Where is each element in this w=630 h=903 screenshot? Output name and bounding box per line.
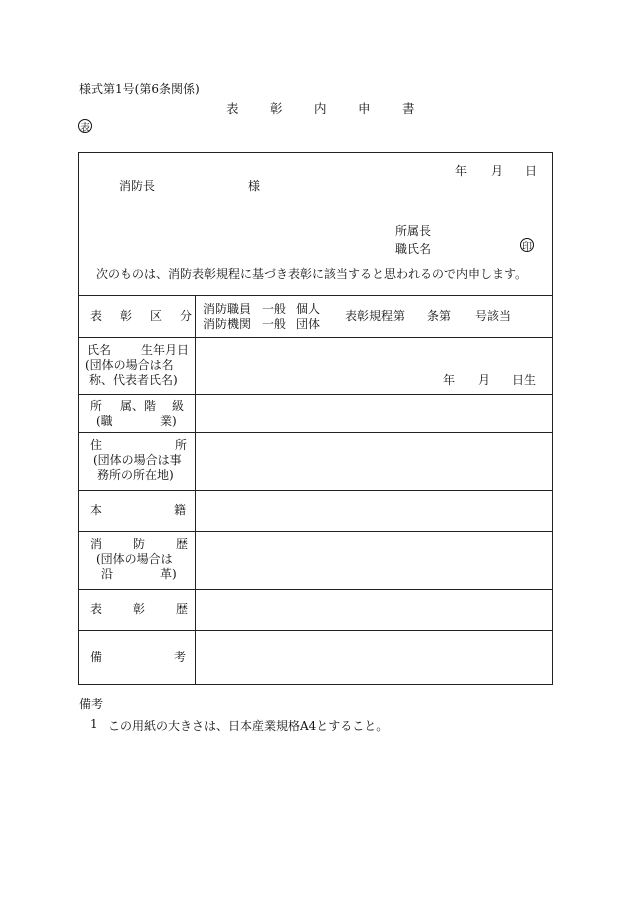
column-divider [195,295,196,685]
row-divider [78,394,553,395]
title-char: 書 [402,101,415,116]
date-year: 年 [455,164,468,178]
name-label: 氏名 [87,343,112,357]
title-char: 内 [314,101,327,116]
fire-history-note: 革) [160,567,177,581]
address-label: 住 [90,438,103,452]
option-individual: 個人 [296,302,321,316]
note-item-number: 1 [90,717,98,731]
birth-month: 月 [478,373,491,387]
domicile-label: 本 [90,503,103,517]
birth-day: 日生 [512,373,537,387]
date-month: 月 [491,164,504,178]
form-id: 様式第1号(第6条関係) [79,82,200,96]
rule-suffix: 号該当 [475,309,512,323]
notes-title: 備考 [79,697,104,711]
fire-history-note: (団体の場合は [96,552,173,566]
rule-prefix: 表彰規程第 [345,309,406,323]
affiliation-label: 属、階 [120,399,157,413]
birth-year: 年 [443,373,456,387]
name-note: (団体の場合は名 [85,358,174,372]
fire-history-label: 消 防 歴 [90,537,188,551]
front-side-mark: 表 [78,119,92,133]
remarks-label: 考 [174,650,187,664]
award-category-label: 表 彰 区 分 [90,309,192,323]
affiliation-label: 所 [90,399,103,413]
title-char: 彰 [270,101,283,116]
option-general-2: 一般 [262,317,287,331]
row-divider [78,337,553,338]
row-divider [78,295,553,296]
birthdate-label: 生年月日 [141,343,190,357]
occupation-label: (職 [96,414,113,428]
domicile-label: 籍 [174,503,187,517]
rule-article: 条第 [427,309,452,323]
address-label: 所 [175,438,188,452]
date-day: 日 [525,164,538,178]
option-organization: 消防機関 [203,317,252,331]
award-history-label: 表 彰 歴 [90,602,188,616]
address-note: 務所の所在地) [97,468,174,482]
option-group: 団体 [296,317,321,331]
name-note: 称、代表者氏名) [89,373,178,387]
remarks-label: 備 [90,650,103,664]
row-divider [78,490,553,491]
seal-mark: 印 [520,238,534,252]
row-divider [78,589,553,590]
affiliation-label: 級 [172,399,185,413]
address-note: (団体の場合は事 [93,453,182,467]
office-head: 所属長 [395,224,432,238]
statement: 次のものは、消防表彰規程に基づき表彰に該当すると思われるので内申します。 [96,267,528,281]
row-divider [78,531,553,532]
option-general-1: 一般 [262,302,287,316]
title-char: 表 [226,101,239,116]
page-title [226,99,415,117]
title-name-field: 職氏名 [395,242,432,256]
option-staff: 消防職員 [203,302,252,316]
occupation-label: 業) [160,414,177,428]
row-divider [78,630,553,631]
addressee: 消防長 [119,179,156,193]
fire-history-note: 沿 [101,567,114,581]
note-item-text: この用紙の大きさは、日本産業規格A4とすること。 [108,719,389,733]
row-divider [78,432,553,433]
title-char: 申 [358,101,371,116]
honorific: 様 [248,179,261,193]
